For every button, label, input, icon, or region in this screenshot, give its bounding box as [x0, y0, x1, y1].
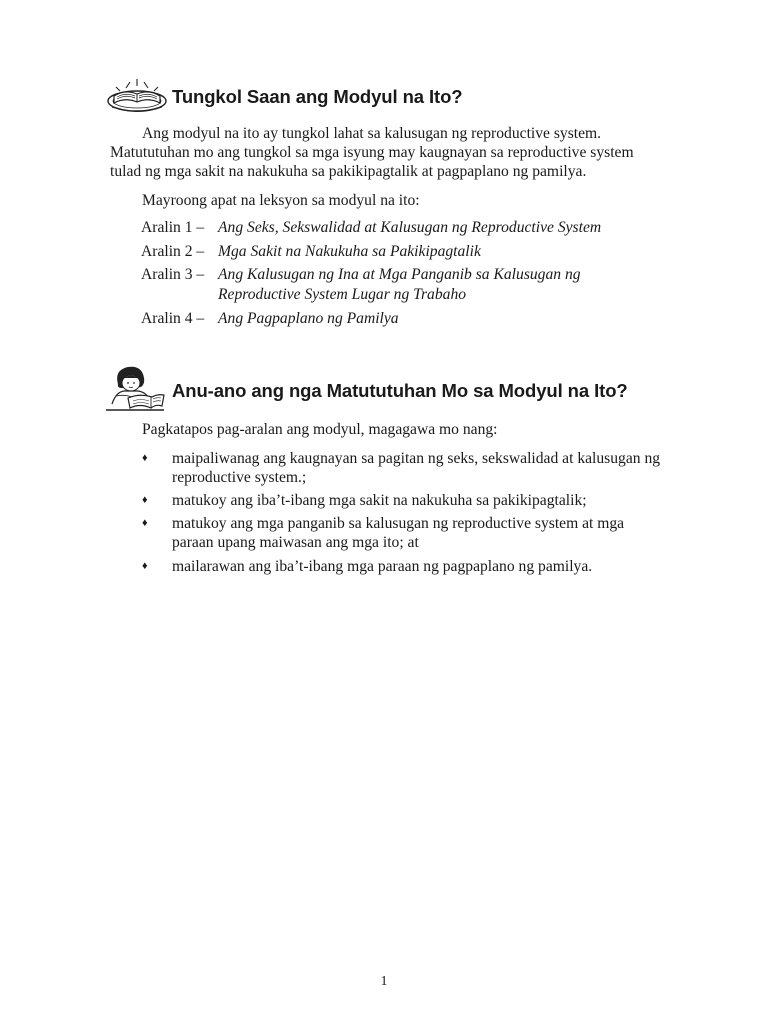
lesson-item: [141, 309, 399, 329]
section-2-header: [104, 364, 628, 417]
lesson-item: [141, 265, 581, 305]
lesson-number: Aralin 2 –: [141, 243, 205, 260]
lesson-item: [141, 218, 601, 238]
page-number: 1: [380, 974, 388, 989]
section-2-heading: Anu-ano ang nga Matututuhan Mo sa Modyul na Ito?: [172, 379, 628, 401]
objective-item: [142, 557, 692, 576]
open-book-icon: [106, 76, 168, 117]
lesson-title: Ang Pagpaplano ng Pamilya: [218, 310, 399, 327]
lesson-title: Mga Sakit na Nakukuha sa Pakikipagtalik: [218, 243, 481, 260]
lesson-number: Aralin 4 –: [141, 310, 205, 327]
objective-item: [142, 491, 692, 510]
objective-line-1: maipaliwanag ang kaugnayan sa pagitan ng seks, sekswalidad at kalusugan ng: [172, 450, 661, 467]
intro-line-3: tulad ng mga sakit na nakukuha sa pakikipagtalik at pagpaplano ng pamilya.: [110, 163, 587, 180]
objective-text: matukoy ang iba’t-ibang mga sakit na nakukuha sa pakikipagtalik;: [172, 492, 587, 509]
objective-item: [142, 514, 692, 552]
diamond-bullet-icon: ♦: [142, 560, 148, 572]
objective-item: [142, 449, 692, 487]
intro-line-1: Ang modyul na ito ay tungkol lahat sa kalusugan ng reproductive system.: [142, 125, 602, 142]
intro-line-2: Matututuhan mo ang tungkol sa mga isyung may kaugnayan sa reproductive system: [110, 144, 634, 161]
objectives-intro: Pagkatapos pag-aralan ang modyul, magagawa mo nang:: [142, 421, 498, 438]
objective-line-1: matukoy ang mga panganib sa kalusugan ng reproductive system at mga: [172, 515, 625, 532]
lesson-title: [218, 265, 581, 305]
objective-text: mailarawan ang iba’t-ibang mga paraan ng pagpaplano ng pamilya.: [172, 558, 593, 575]
lesson-item: [141, 242, 481, 262]
section-1-header: [106, 76, 463, 117]
student-reading-icon: [104, 364, 166, 417]
lesson-number: Aralin 3 –: [141, 266, 205, 283]
objective-line-2: reproductive system.;: [172, 469, 307, 486]
lessons-intro: Mayroong apat na leksyon sa modyul na ito:: [142, 192, 420, 209]
diamond-bullet-icon: ♦: [142, 517, 148, 529]
objective-text: [172, 514, 692, 552]
lesson-number: Aralin 1 –: [141, 219, 205, 236]
diamond-bullet-icon: ♦: [142, 494, 148, 506]
section-1-heading: Tungkol Saan ang Modyul na Ito?: [172, 85, 463, 107]
lesson-title: Ang Seks, Sekswalidad at Kalusugan ng Reproductive System: [218, 219, 602, 236]
diamond-bullet-icon: ♦: [142, 452, 148, 464]
lesson-title-line-2: Reproductive System Lugar ng Trabaho: [218, 286, 467, 303]
objective-text: [172, 449, 692, 487]
lesson-title-line-1: Ang Kalusugan ng Ina at Mga Panganib sa Kalusugan ng: [218, 266, 581, 283]
objective-line-2: paraan upang maiwasan ang mga ito; at: [172, 534, 419, 551]
